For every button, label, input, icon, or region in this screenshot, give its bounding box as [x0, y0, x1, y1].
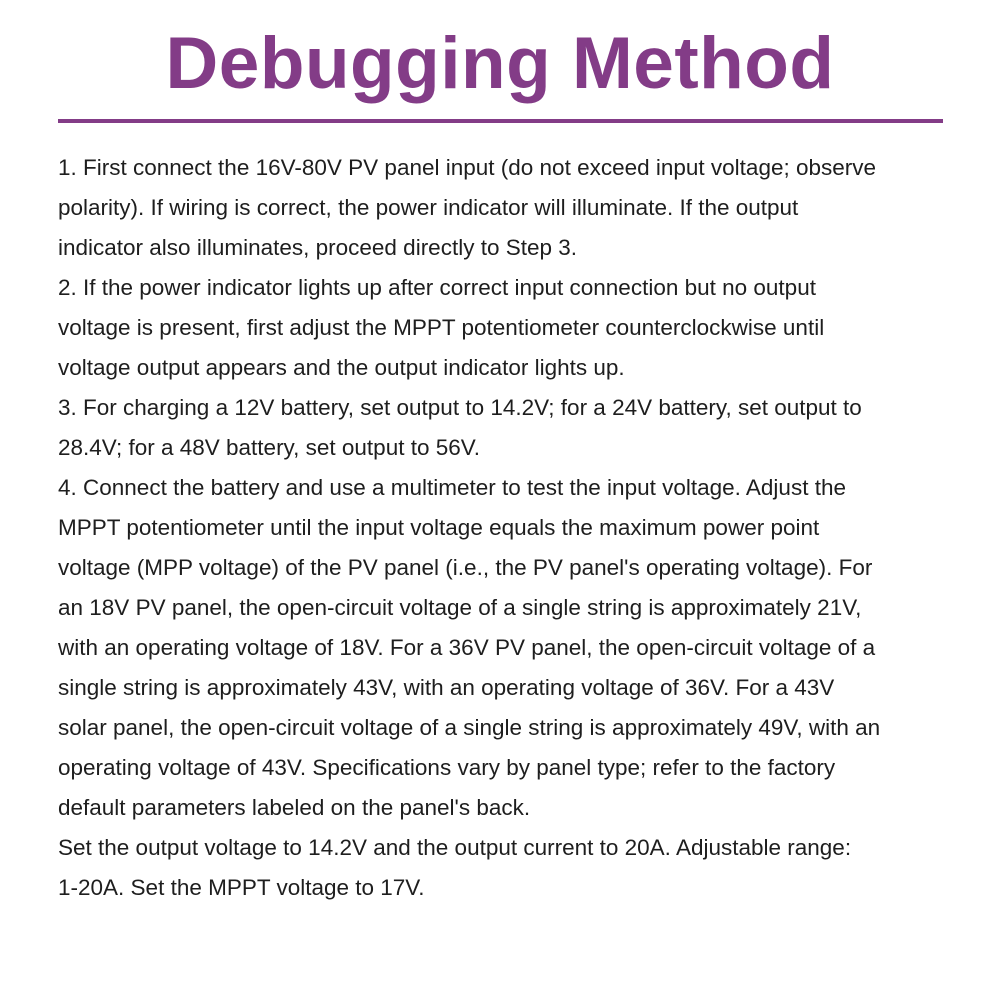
text-line: 1-20A. Set the MPPT voltage to 17V.: [58, 875, 425, 900]
text-line: 28.4V; for a 48V battery, set output to 56V.: [58, 435, 480, 460]
text-line: 4. Connect the battery and use a multimeter to test the input voltage. Adjust the: [58, 475, 846, 500]
title-divider: [58, 119, 943, 123]
text-line: single string is approximately 43V, with an operating voltage of 36V. For a 43V: [58, 675, 835, 700]
text-line: MPPT potentiometer until the input voltage equals the maximum power point: [58, 515, 820, 540]
text-line: voltage is present, first adjust the MPPT potentiometer counterclockwise until: [58, 315, 825, 340]
text-line: 3. For charging a 12V battery, set output to 14.2V; for a 24V battery, set output to: [58, 395, 862, 420]
text-line: indicator also illuminates, proceed directly to Step 3.: [58, 235, 578, 260]
text-line: with an operating voltage of 18V. For a 36V PV panel, the open-circuit voltage of a: [58, 635, 876, 660]
text-line: 1. First connect the 16V-80V PV panel input (do not exceed input voltage; observe: [58, 155, 877, 180]
text-line: 2. If the power indicator lights up after correct input connection but no output: [58, 275, 816, 300]
instructions-body: [58, 148, 958, 908]
text-line: operating voltage of 43V. Specifications vary by panel type; refer to the factory: [58, 755, 836, 780]
text-line: solar panel, the open-circuit voltage of a single string is approximately 49V, with an: [58, 715, 881, 740]
text-line: Set the output voltage to 14.2V and the output current to 20A. Adjustable range:: [58, 835, 852, 860]
text-line: polarity). If wiring is correct, the power indicator will illuminate. If the output: [58, 195, 799, 220]
text-line: default parameters labeled on the panel's back.: [58, 795, 531, 820]
page-title: Debugging Method: [165, 23, 835, 104]
text-line: an 18V PV panel, the open-circuit voltage of a single string is approximately 21V,: [58, 595, 862, 620]
text-line: voltage (MPP voltage) of the PV panel (i.e., the PV panel's operating voltage). For: [58, 555, 873, 580]
text-line: voltage output appears and the output indicator lights up.: [58, 355, 625, 380]
